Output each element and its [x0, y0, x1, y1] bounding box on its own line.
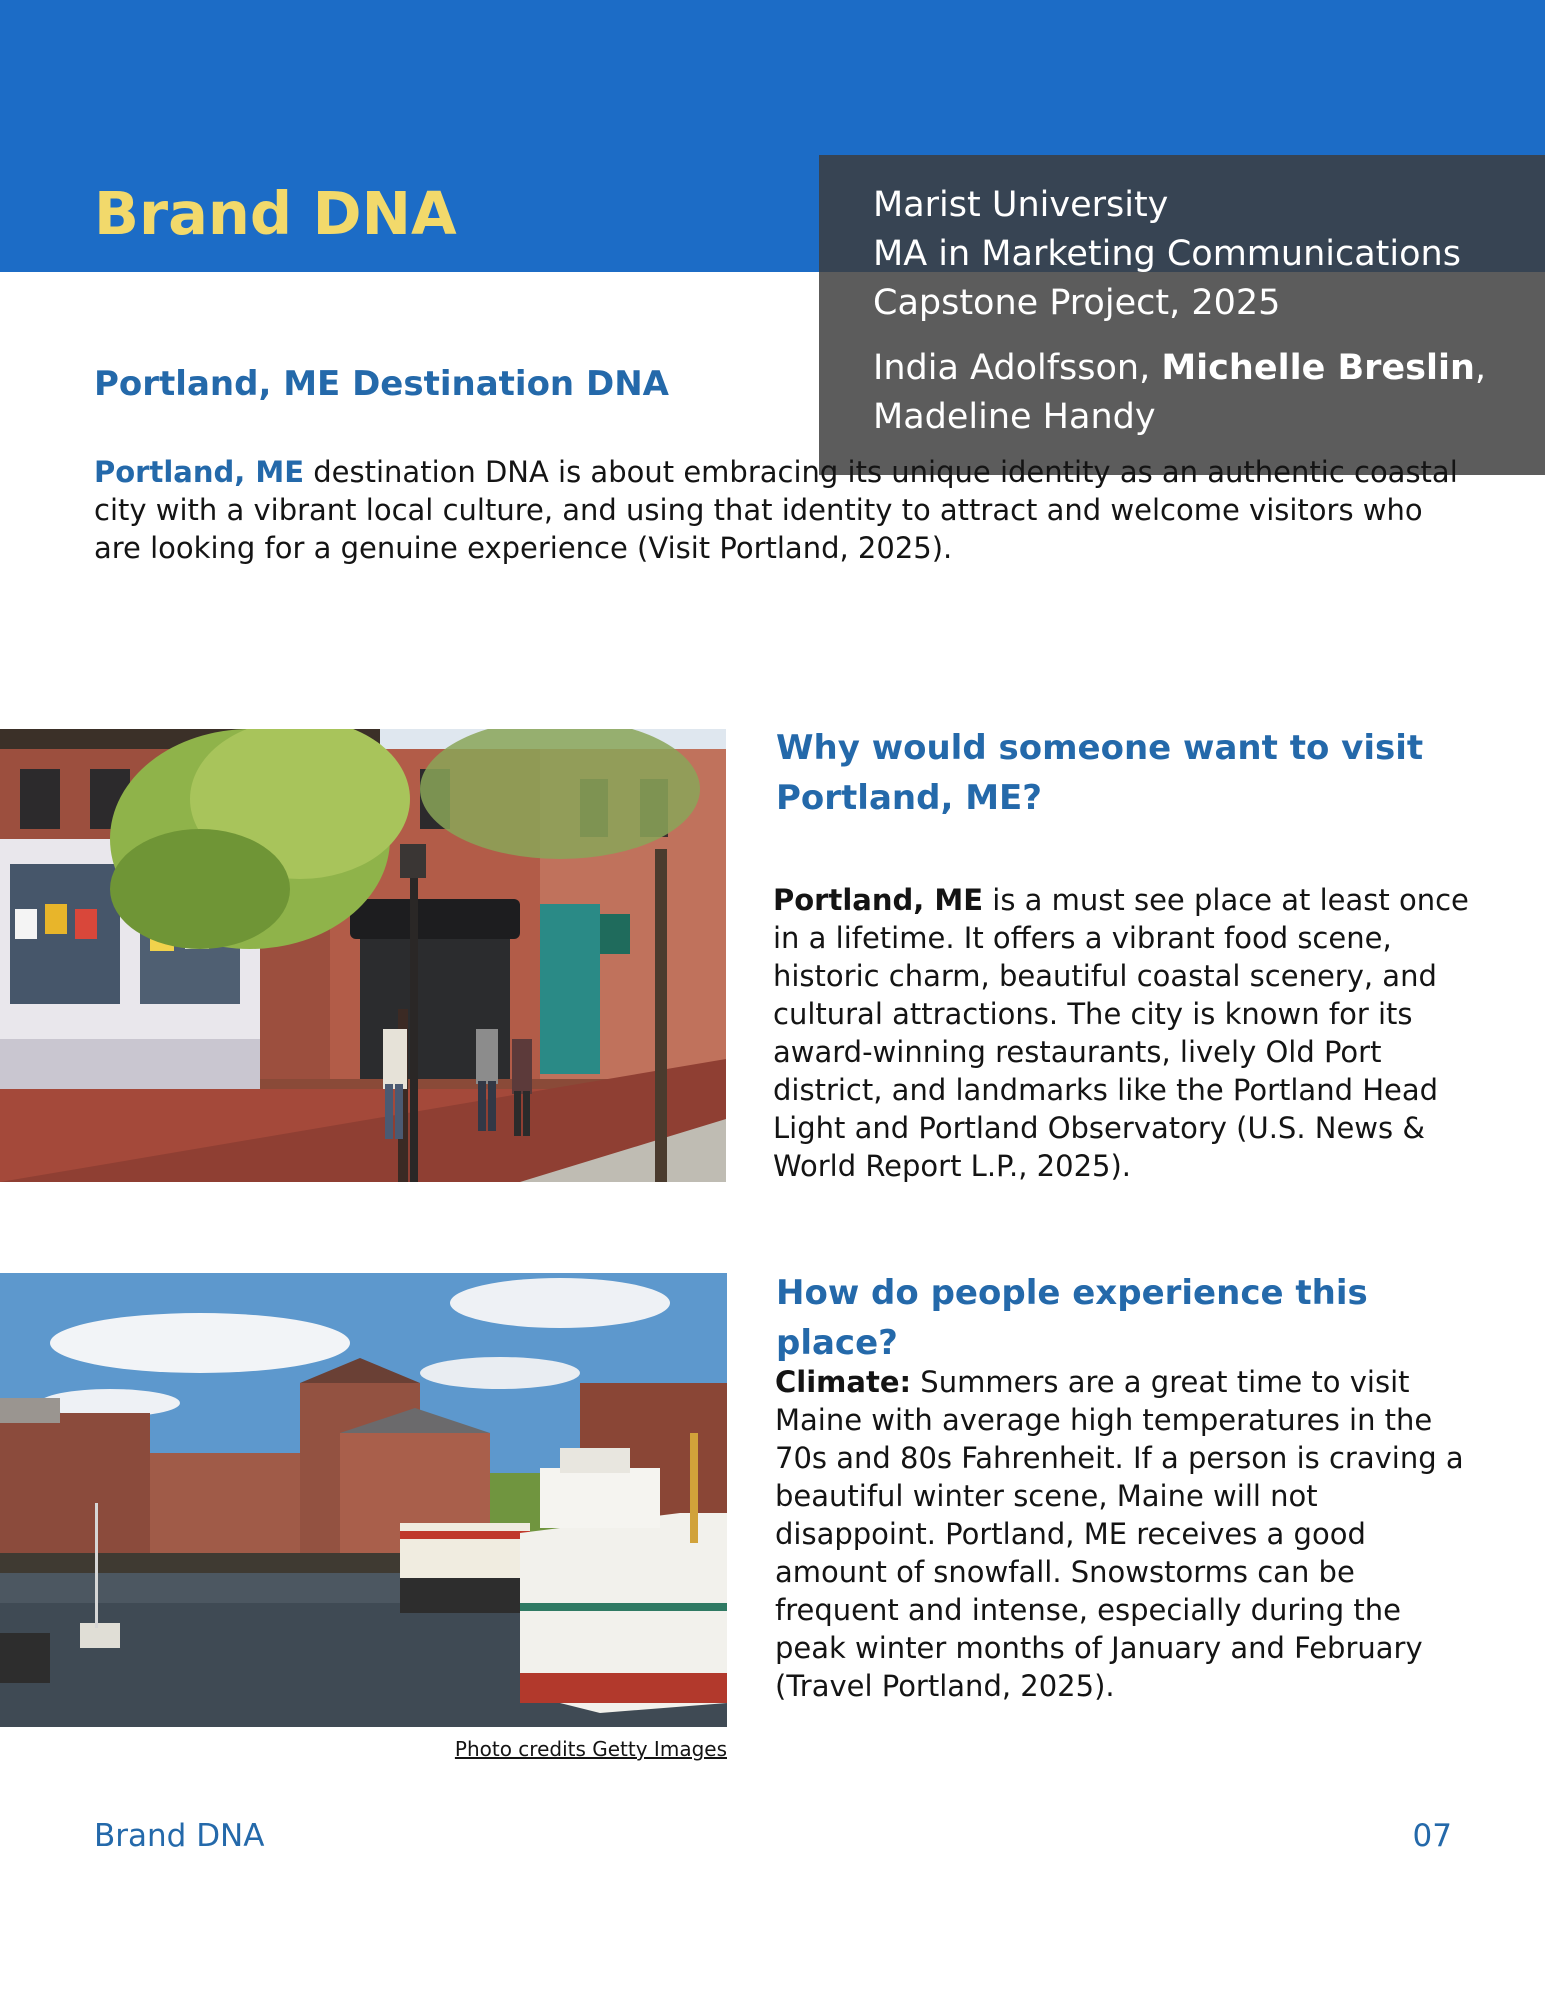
visit-paragraph — [773, 881, 1473, 1185]
page-title: Brand DNA — [94, 179, 457, 248]
dna-heading: Portland, ME Destination DNA — [94, 364, 669, 404]
footer-section-name: Brand DNA — [94, 1818, 265, 1854]
waterfront-harbor-photo — [0, 1273, 727, 1727]
experience-lead: Climate: — [775, 1365, 912, 1399]
university-line: Marist University — [873, 185, 1169, 225]
experience-heading: How do people experience this place? — [776, 1273, 1368, 1363]
experience-paragraph — [775, 1363, 1475, 1705]
visit-heading: Why would someone want to visit Portland, ME? — [776, 728, 1424, 818]
visit-body: is a must see place at least once in a lifetime. It offers a vibrant food scene, historic charm, beautiful coastal scenery, and cultural attractions. The city is known for its award-winning restaurants, lively Old Port district, and landmarks like the Portland Head Light and Portland Observatory (U.S. News & World Report L.P., 2025). — [773, 883, 1469, 1183]
visit-lead: Portland, ME — [773, 883, 984, 917]
dna-body: destination DNA is about embracing its unique identity as an authentic coastal city with a vibrant local culture, and using that identity to attract and welcome visitors who are looking for a genuine experience (Visit Portland, 2025). — [94, 455, 1458, 565]
old-port-street-photo — [0, 729, 726, 1182]
dna-paragraph — [94, 453, 1474, 567]
author-3: Madeline Handy — [873, 397, 1156, 437]
photo-credits-link[interactable]: Photo credits Getty Images — [454, 1737, 727, 1761]
dna-lead: Portland, ME — [94, 455, 305, 489]
author-separator: , — [1474, 348, 1487, 388]
author-2: Michelle Breslin — [1161, 348, 1475, 388]
author-1: India Adolfsson, — [873, 348, 1162, 388]
credits-box — [819, 155, 1545, 475]
program-line: MA in Marketing Communications — [873, 234, 1461, 274]
project-line: Capstone Project, 2025 — [873, 283, 1281, 323]
authors-line — [873, 344, 1486, 392]
old-port-street-illustration — [0, 729, 726, 1182]
experience-body: Summers are a great time to visit Maine with average high temperatures in the 70s and 80s Fahrenheit. If a person is craving a beautiful winter scene, Maine will not disappoint. Portland, ME receives a good amount of snowfall. Snowstorms can be frequent and intense, especially during the peak winter months of January and February (Travel Portland, 2025). — [775, 1365, 1464, 1703]
waterfront-harbor-illustration — [0, 1273, 727, 1727]
footer-page-number: 07 — [1412, 1818, 1452, 1854]
